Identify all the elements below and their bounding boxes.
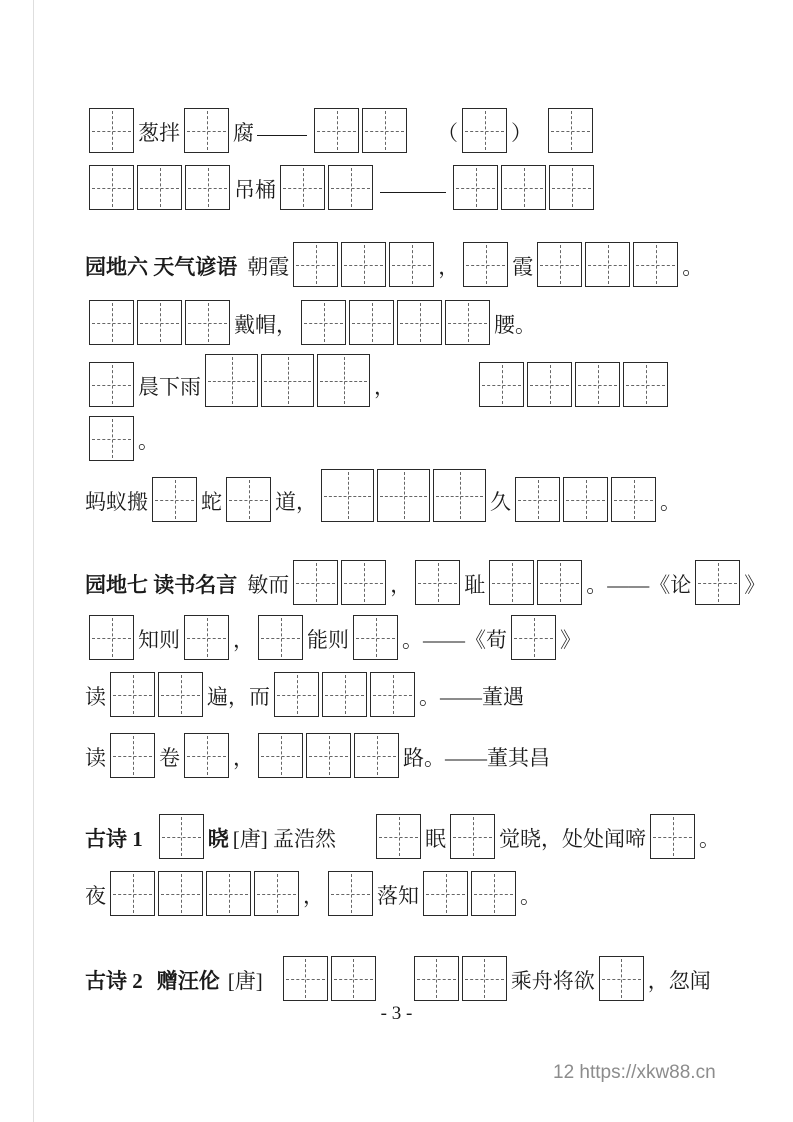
tianzige-box bbox=[258, 615, 303, 660]
tianzige-box bbox=[501, 165, 546, 210]
worksheet-text: 。 bbox=[138, 428, 159, 453]
worksheet-text: 知则 bbox=[138, 627, 180, 652]
section-title: 晓 bbox=[207, 826, 229, 851]
tianzige-group bbox=[293, 242, 434, 287]
garden7-line-4 bbox=[85, 733, 745, 778]
tianzige-box bbox=[258, 733, 303, 778]
tianzige-group bbox=[226, 477, 271, 522]
idiom-line-1 bbox=[85, 108, 745, 153]
connector-line bbox=[380, 192, 446, 193]
tianzige-group bbox=[450, 814, 495, 859]
tianzige-box bbox=[599, 956, 644, 1001]
tianzige-box bbox=[377, 469, 430, 522]
tianzige-group bbox=[489, 560, 582, 605]
worksheet-text: 。——《论 bbox=[586, 572, 692, 597]
tianzige-box bbox=[515, 477, 560, 522]
tianzige-group bbox=[376, 814, 421, 859]
tianzige-box bbox=[453, 165, 498, 210]
worksheet-text: 。——董遇 bbox=[419, 684, 524, 709]
tianzige-group bbox=[695, 560, 740, 605]
worksheet-text: ，忽闻 bbox=[647, 968, 711, 993]
tianzige-box bbox=[349, 300, 394, 345]
tianzige-box bbox=[450, 814, 495, 859]
page-margin-line bbox=[33, 0, 34, 1122]
tianzige-box bbox=[650, 814, 695, 859]
tianzige-group bbox=[258, 615, 303, 660]
tianzige-group bbox=[453, 165, 594, 210]
idiom-line-2 bbox=[85, 165, 745, 210]
tianzige-box bbox=[205, 354, 258, 407]
tianzige-box bbox=[184, 615, 229, 660]
worksheet-text: 眠 bbox=[425, 826, 446, 851]
tianzige-box bbox=[89, 362, 134, 407]
tianzige-box bbox=[261, 354, 314, 407]
tianzige-group bbox=[414, 956, 507, 1001]
tianzige-box bbox=[353, 615, 398, 660]
tianzige-box bbox=[110, 733, 155, 778]
tianzige-box bbox=[563, 477, 608, 522]
worksheet-text: 能则 bbox=[307, 627, 349, 652]
tianzige-group bbox=[89, 108, 134, 153]
garden6-line-1 bbox=[85, 242, 745, 287]
tianzige-group bbox=[415, 560, 460, 605]
tianzige-box bbox=[445, 300, 490, 345]
worksheet-text: 久 bbox=[490, 489, 511, 514]
tianzige-box bbox=[331, 956, 376, 1001]
tianzige-box bbox=[695, 560, 740, 605]
worksheet-text: 》 bbox=[560, 627, 581, 652]
worksheet-text: 。 bbox=[699, 826, 720, 851]
worksheet-text: 。——《荀 bbox=[402, 627, 507, 652]
tianzige-box bbox=[354, 733, 399, 778]
tianzige-box bbox=[280, 165, 325, 210]
tianzige-group bbox=[650, 814, 695, 859]
section-title: 赠汪伦 bbox=[156, 968, 220, 993]
tianzige-group bbox=[89, 362, 134, 407]
tianzige-box bbox=[489, 560, 534, 605]
tianzige-box bbox=[415, 560, 460, 605]
tianzige-group bbox=[353, 615, 398, 660]
worksheet-text: 路。——董其昌 bbox=[403, 745, 550, 770]
section-title: 古诗 2 bbox=[85, 968, 143, 993]
worksheet-text: 觉晓，处处闻啼 bbox=[499, 826, 646, 851]
tianzige-box bbox=[537, 242, 582, 287]
worksheet-text: 读 bbox=[85, 684, 106, 709]
tianzige-box bbox=[623, 362, 668, 407]
tianzige-box bbox=[362, 108, 407, 153]
tianzige-box bbox=[301, 300, 346, 345]
tianzige-box bbox=[152, 477, 197, 522]
worksheet-text: ， bbox=[390, 572, 412, 597]
tianzige-group bbox=[110, 672, 203, 717]
garden6-line-5 bbox=[85, 469, 745, 522]
section-title: 古诗 1 bbox=[85, 826, 143, 851]
garden6-line-2 bbox=[85, 300, 745, 345]
tianzige-box bbox=[414, 956, 459, 1001]
tianzige-group bbox=[89, 416, 134, 461]
tianzige-group bbox=[89, 165, 230, 210]
tianzige-group bbox=[548, 108, 593, 153]
worksheet-text: 蛇 bbox=[201, 489, 222, 514]
tianzige-box bbox=[89, 108, 134, 153]
tianzige-box bbox=[527, 362, 572, 407]
worksheet-text: 遍，而 bbox=[207, 684, 270, 709]
tianzige-box bbox=[89, 615, 134, 660]
worksheet-text: 晨下雨 bbox=[138, 374, 201, 399]
tianzige-box bbox=[159, 814, 204, 859]
tianzige-group bbox=[89, 615, 134, 660]
worksheet-text: 霞 bbox=[512, 254, 534, 279]
worksheet-text: 葱拌 bbox=[138, 120, 180, 145]
tianzige-group bbox=[511, 615, 556, 660]
tianzige-box bbox=[137, 165, 182, 210]
worksheet-text: 戴帽， bbox=[234, 312, 297, 337]
tianzige-box bbox=[462, 956, 507, 1001]
tianzige-box bbox=[575, 362, 620, 407]
tianzige-group bbox=[479, 362, 668, 407]
watermark-url: 12 https://xkw88.cn bbox=[553, 1062, 716, 1083]
tianzige-group bbox=[463, 242, 508, 287]
worksheet-text: 蚂蚁搬 bbox=[85, 489, 148, 514]
tianzige-group bbox=[258, 733, 399, 778]
worksheet-text: （ bbox=[437, 120, 458, 145]
worksheet-text: 敏而 bbox=[247, 572, 290, 597]
garden6-line-3 bbox=[85, 354, 745, 407]
garden7-line-2 bbox=[85, 615, 745, 660]
worksheet-text: ， bbox=[438, 254, 460, 279]
tianzige-group bbox=[159, 814, 204, 859]
worksheet-text: [唐] 孟浩然 bbox=[232, 826, 336, 851]
tianzige-group bbox=[321, 469, 486, 522]
tianzige-box bbox=[462, 108, 507, 153]
tianzige-box bbox=[376, 814, 421, 859]
tianzige-box bbox=[89, 416, 134, 461]
tianzige-group bbox=[293, 560, 386, 605]
tianzige-box bbox=[158, 871, 203, 916]
tianzige-box bbox=[274, 672, 319, 717]
tianzige-group bbox=[184, 108, 229, 153]
tianzige-box bbox=[370, 672, 415, 717]
tianzige-group bbox=[205, 354, 370, 407]
tianzige-box bbox=[317, 354, 370, 407]
tianzige-box bbox=[585, 242, 630, 287]
tianzige-box bbox=[322, 672, 367, 717]
tianzige-box bbox=[471, 871, 516, 916]
tianzige-box bbox=[206, 871, 251, 916]
tianzige-box bbox=[89, 300, 134, 345]
tianzige-box bbox=[341, 560, 386, 605]
tianzige-group bbox=[184, 615, 229, 660]
tianzige-group bbox=[152, 477, 197, 522]
connector-line bbox=[257, 135, 307, 136]
garden6-line-4 bbox=[85, 416, 745, 461]
tianzige-box bbox=[341, 242, 386, 287]
tianzige-group bbox=[515, 477, 656, 522]
worksheet-text: ） bbox=[511, 120, 532, 145]
tianzige-box bbox=[89, 165, 134, 210]
worksheet-text: 乘舟将欲 bbox=[510, 968, 595, 993]
tianzige-group bbox=[283, 956, 376, 1001]
tianzige-box bbox=[293, 242, 338, 287]
poem1-line-1 bbox=[85, 814, 745, 859]
tianzige-box bbox=[254, 871, 299, 916]
worksheet-text: 吊桶 bbox=[234, 177, 276, 202]
tianzige-group bbox=[110, 871, 299, 916]
tianzige-box bbox=[633, 242, 678, 287]
tianzige-group bbox=[599, 956, 644, 1001]
tianzige-group bbox=[280, 165, 373, 210]
tianzige-group bbox=[314, 108, 407, 153]
tianzige-group bbox=[274, 672, 415, 717]
tianzige-box bbox=[463, 242, 508, 287]
tianzige-box bbox=[184, 733, 229, 778]
tianzige-box bbox=[433, 469, 486, 522]
tianzige-group bbox=[301, 300, 490, 345]
tianzige-group bbox=[110, 733, 155, 778]
tianzige-box bbox=[110, 672, 155, 717]
worksheet-text: 。 bbox=[660, 489, 681, 514]
tianzige-box bbox=[137, 300, 182, 345]
tianzige-box bbox=[314, 108, 359, 153]
tianzige-box bbox=[548, 108, 593, 153]
tianzige-box bbox=[549, 165, 594, 210]
garden7-line-1 bbox=[85, 560, 766, 605]
tianzige-box bbox=[158, 672, 203, 717]
section-title: 园地六 天气谚语 bbox=[85, 254, 238, 279]
worksheet-text: ， bbox=[374, 374, 395, 399]
tianzige-group bbox=[462, 108, 507, 153]
poem1-line-2 bbox=[85, 871, 745, 916]
tianzige-box bbox=[184, 108, 229, 153]
tianzige-group bbox=[328, 871, 373, 916]
tianzige-box bbox=[389, 242, 434, 287]
tianzige-group bbox=[89, 300, 230, 345]
worksheet-text: 道， bbox=[275, 489, 317, 514]
worksheet-text: 落知 bbox=[377, 883, 419, 908]
garden7-line-3 bbox=[85, 672, 745, 717]
tianzige-group bbox=[537, 242, 678, 287]
poem2-line-1 bbox=[85, 956, 745, 1001]
worksheet-text: ， bbox=[303, 883, 324, 908]
worksheet-text: ， bbox=[233, 745, 254, 770]
worksheet-rows bbox=[85, 0, 766, 1001]
tianzige-box bbox=[479, 362, 524, 407]
tianzige-box bbox=[283, 956, 328, 1001]
worksheet-text: 夜 bbox=[85, 883, 106, 908]
worksheet-text: 。 bbox=[682, 254, 704, 279]
worksheet-text: 耻 bbox=[464, 572, 486, 597]
worksheet-text: 读 bbox=[85, 745, 106, 770]
tianzige-box bbox=[185, 300, 230, 345]
tianzige-box bbox=[226, 477, 271, 522]
worksheet-text: 》 bbox=[744, 572, 766, 597]
tianzige-box bbox=[537, 560, 582, 605]
worksheet-text: ， bbox=[233, 627, 254, 652]
worksheet-text: 。 bbox=[520, 883, 541, 908]
tianzige-box bbox=[423, 871, 468, 916]
section-title: 园地七 读书名言 bbox=[85, 572, 238, 597]
tianzige-box bbox=[328, 165, 373, 210]
worksheet-text: [唐] bbox=[227, 968, 263, 993]
worksheet-text: 朝霞 bbox=[247, 254, 290, 279]
tianzige-group bbox=[423, 871, 516, 916]
tianzige-box bbox=[306, 733, 351, 778]
tianzige-box bbox=[321, 469, 374, 522]
worksheet-text: 腐 bbox=[233, 120, 254, 145]
tianzige-box bbox=[293, 560, 338, 605]
page-number: - 3 - bbox=[380, 1003, 413, 1024]
worksheet-text: 腰。 bbox=[494, 312, 536, 337]
tianzige-box bbox=[110, 871, 155, 916]
tianzige-box bbox=[328, 871, 373, 916]
tianzige-box bbox=[511, 615, 556, 660]
tianzige-group bbox=[184, 733, 229, 778]
tianzige-box bbox=[397, 300, 442, 345]
tianzige-box bbox=[185, 165, 230, 210]
tianzige-box bbox=[611, 477, 656, 522]
worksheet-text: 卷 bbox=[159, 745, 180, 770]
